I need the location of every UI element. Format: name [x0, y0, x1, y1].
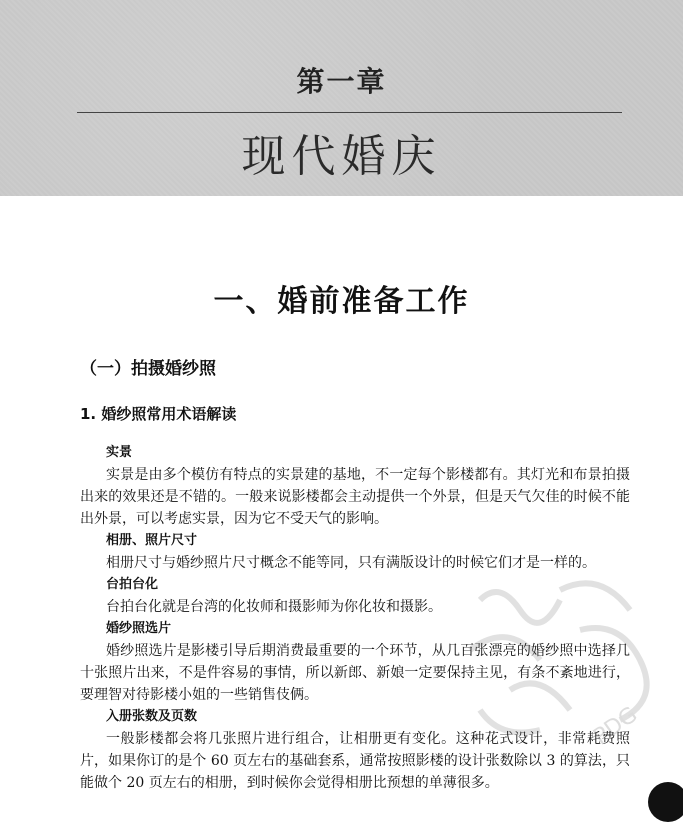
entry: [80, 530, 630, 574]
entry-term: 入册张数及页数: [106, 709, 198, 724]
chapter-label: 第一章: [296, 65, 387, 98]
section-title: 一、婚前准备工作: [213, 284, 470, 319]
entry-text: 婚纱照选片是影楼引导后期消费最重要的一个环节，从几百张漂亮的婚纱照中选择几十张照片出来，不是件容易的事情，所以新郎、新娘一定要保持主见，有条不紊地进行，要理智对待影楼小姐的一些销售伎俩。: [80, 643, 630, 703]
entry: [80, 706, 630, 794]
entry-term: 婚纱照选片: [106, 621, 172, 636]
entry-text: 相册尺寸与婚纱照片尺寸概念不能等同，只有满版设计的时候它们才是一样的。: [106, 555, 596, 571]
entry-text: 实景是由多个模仿有特点的实景建的基地，不一定每个影楼都有。其灯光和布景拍摄出来的效果还是不错的。一般来说影楼都会主动提供一个外景，但是天气欠佳的时候不能出外景，可以考虑实景，因为它不受天气的影响。: [80, 467, 630, 527]
entry: [80, 618, 630, 706]
entry-term: 实景: [106, 445, 133, 460]
header-divider: [77, 112, 622, 113]
content-body: [80, 442, 630, 794]
entry: [80, 442, 630, 530]
entry-term: 相册、照片尺寸: [106, 533, 198, 548]
entry-text: 一般影楼都会将几张照片进行组合，让相册更有变化。这种花式设计，非常耗费照片，如果你订的是个 60 页左右的基础套系，通常按照影楼的设计张数除以 3 的算法，只能做个 20 页左右的相册，到时候你会觉得相册比预想的单薄很多。: [80, 731, 630, 791]
chapter-title: 现代婚庆: [241, 131, 442, 182]
subsubsection-title: 1. 婚纱照常用术语解读: [80, 405, 237, 423]
watermark-label: PDG: [589, 702, 643, 750]
entry: [80, 574, 630, 618]
subsection-title: （一）拍摄婚纱照: [80, 359, 216, 379]
page-corner-mark: [648, 782, 683, 822]
entry-text: 台拍台化就是台湾的化妆师和摄影师为你化妆和摄影。: [106, 599, 442, 615]
entry-term: 台拍台化: [106, 577, 159, 592]
chapter-header-banner: [0, 0, 683, 196]
